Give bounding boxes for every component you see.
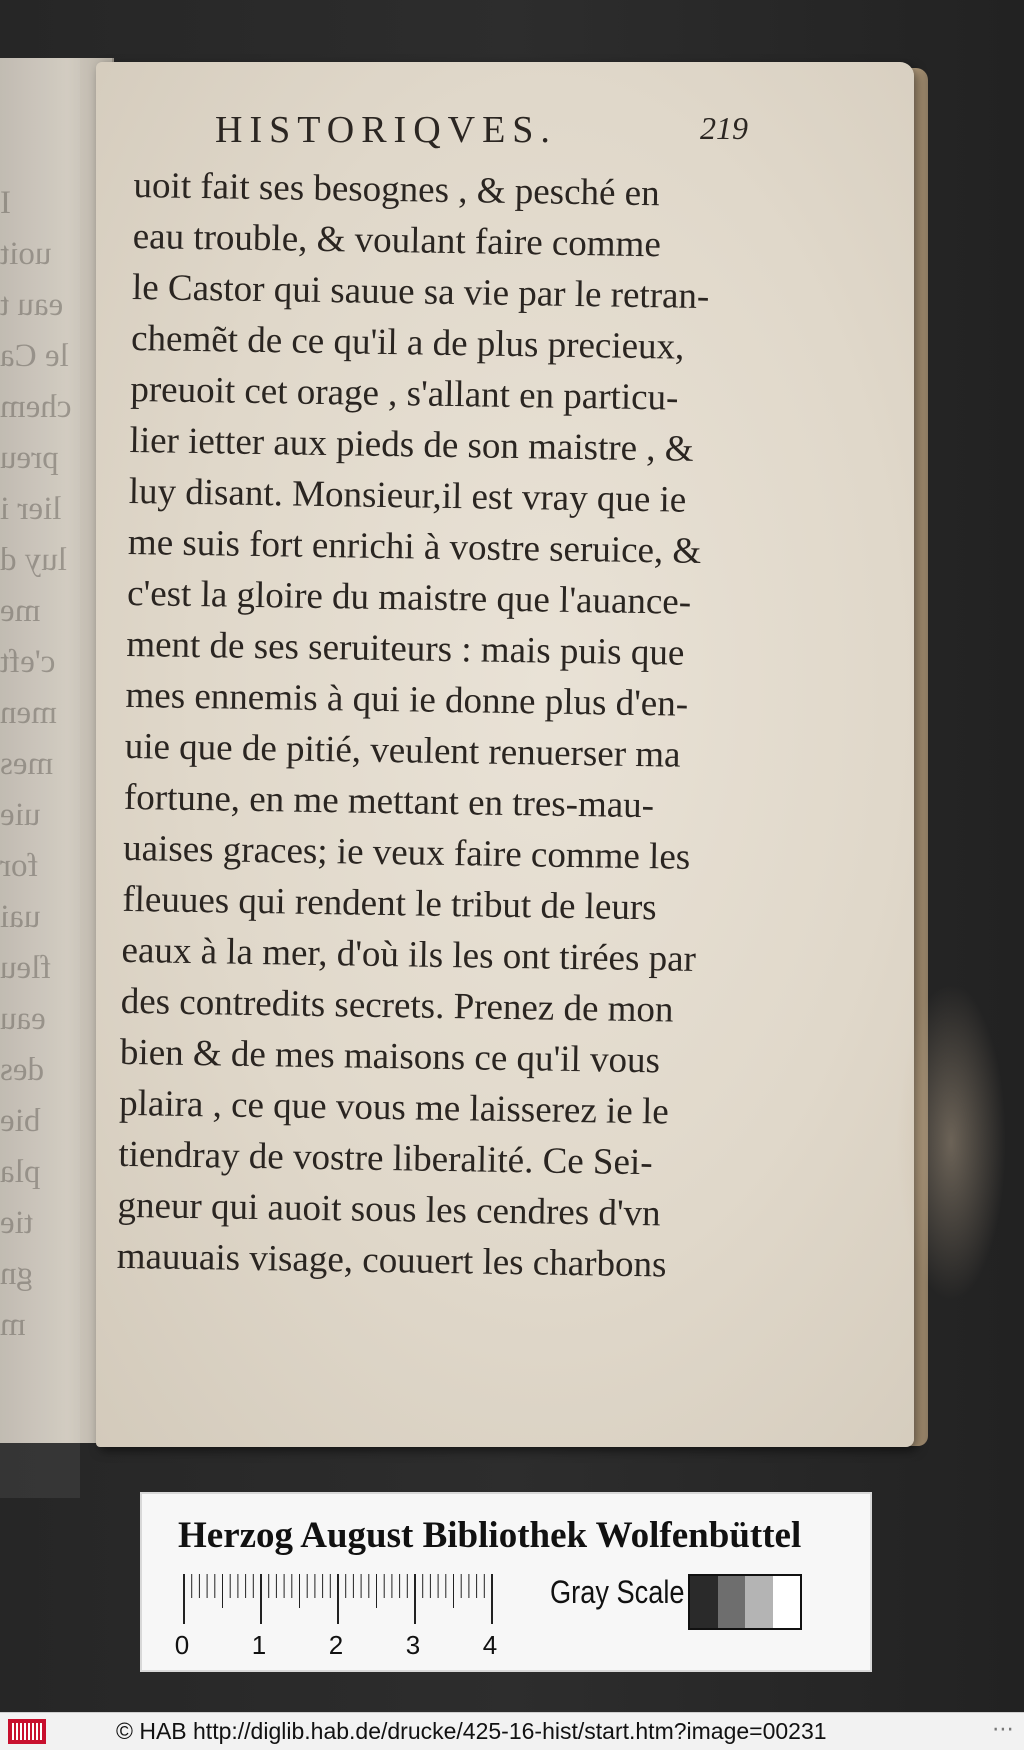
previous-page-fragment: uie: [0, 797, 41, 833]
previous-page-fragment: tie: [0, 1205, 33, 1241]
previous-page-fragment: eau t: [0, 287, 64, 323]
previous-page-fragment: eau: [0, 1001, 46, 1037]
text-line: le Castor qui sauue sa vie par le retran-: [131, 266, 710, 318]
text-line: eaux à la mer, d'où ils les ont tirées par: [121, 929, 697, 980]
ruler-numbers: [168, 1630, 528, 1660]
text-line: uaises graces; ie veux faire comme les: [122, 827, 691, 878]
ruler-number: 4: [482, 1630, 498, 1660]
page-stain: [896, 982, 1006, 1302]
text-line: me suis fort enrichi à vostre seruice, &: [127, 521, 702, 572]
page-number: 219: [700, 110, 748, 146]
previous-page-fragment: m: [0, 1307, 26, 1343]
previous-page-fragment: uoit: [0, 236, 52, 272]
text-line: c'est la gloire du maistre que l'auance-: [126, 572, 692, 623]
previous-page-fragment: men: [0, 695, 57, 731]
text-line: des contredits secrets. Prenez de mon: [120, 980, 674, 1031]
previous-page-fragment: uai: [0, 899, 41, 935]
text-line: bien & de mes maisons ce qu'il vous: [119, 1031, 661, 1082]
more-menu-icon[interactable]: ⋯: [992, 1717, 1014, 1742]
previous-page-fragment: pla: [0, 1154, 41, 1190]
text-line: mes ennemis à qui ie donne plus d'en-: [125, 674, 689, 725]
text-line: chemẽt de ce qu'il a de plus precieux,: [130, 317, 685, 368]
text-line: ment de ses seruiteurs : mais puis que: [126, 623, 685, 674]
measurement-ruler: [182, 1574, 534, 1628]
text-line: luy disant. Monsieur,il est vray que ie: [128, 470, 687, 521]
text-line: fleuues qui rendent le tribut de leurs: [122, 878, 657, 929]
ruler-number: 0: [174, 1630, 190, 1660]
text-line: tiendray de vostre liberalité. Ce Sei-: [118, 1133, 653, 1184]
ruler-number: 2: [328, 1630, 344, 1660]
gray-swatch-cell: [690, 1576, 718, 1628]
previous-page-fragment: I: [0, 185, 11, 221]
text-line: preuoit cet orage , s'allant en particu-: [130, 368, 679, 419]
text-line: mauuais visage, couuert les charbons: [116, 1235, 667, 1286]
text-line: eau trouble, & voulant faire comme: [132, 215, 662, 266]
ruler-number: 1: [251, 1630, 267, 1660]
previous-page-fragment: mes: [0, 746, 54, 782]
library-label-card: [140, 1492, 872, 1672]
text-line: fortune, en me mettant en tres-mau-: [123, 776, 655, 827]
gray-swatch-cell: [773, 1576, 801, 1628]
viewer-footer: [0, 1712, 1024, 1750]
previous-page-fragment: gn: [0, 1256, 33, 1292]
library-name: Herzog August Bibliothek Wolfenbüttel: [178, 1515, 802, 1556]
previous-page-fragment: for: [0, 848, 39, 884]
previous-page-fragment: des: [0, 1052, 44, 1088]
previous-page-fragment: lier i: [0, 491, 62, 527]
text-line: gneur qui auoit sous les cendres d'vn: [117, 1184, 661, 1235]
gray-scale-label: Gray Scale: [550, 1574, 685, 1610]
hab-logo-icon: [8, 1719, 46, 1744]
previous-page-fragment: luy d: [0, 542, 67, 578]
running-head-title: HISTORIQVES.: [215, 109, 557, 151]
copyright-url[interactable]: © HAB http://diglib.hab.de/drucke/425-16-hist/start.htm?image=00231: [116, 1718, 827, 1744]
text-line: uoit fait ses besognes , & pesché en: [133, 164, 660, 215]
ruler-number: 3: [405, 1630, 421, 1660]
gray-scale-swatch: [688, 1574, 802, 1630]
previous-page-text: [0, 178, 100, 1351]
previous-page-fragment: fleu: [0, 950, 52, 986]
previous-page-fragment: bie: [0, 1103, 41, 1139]
previous-page-fragment: c'eft: [0, 644, 56, 680]
previous-page-fragment: le Ca: [0, 338, 69, 374]
previous-page-fragment: chem: [0, 389, 72, 425]
text-line: lier ietter aux pieds de son maistre , &: [129, 419, 694, 470]
gray-swatch-cell: [718, 1576, 746, 1628]
text-line: uie que de pitié, veulent renuerser ma: [124, 725, 681, 776]
previous-page-fragment: me: [0, 593, 41, 629]
running-head: [215, 108, 755, 158]
text-line: plaira , ce que vous me laisserez ie le: [118, 1082, 670, 1133]
page-body-text: [116, 160, 794, 1292]
gray-swatch-cell: [745, 1576, 773, 1628]
previous-page-fragment: preu: [0, 440, 59, 476]
